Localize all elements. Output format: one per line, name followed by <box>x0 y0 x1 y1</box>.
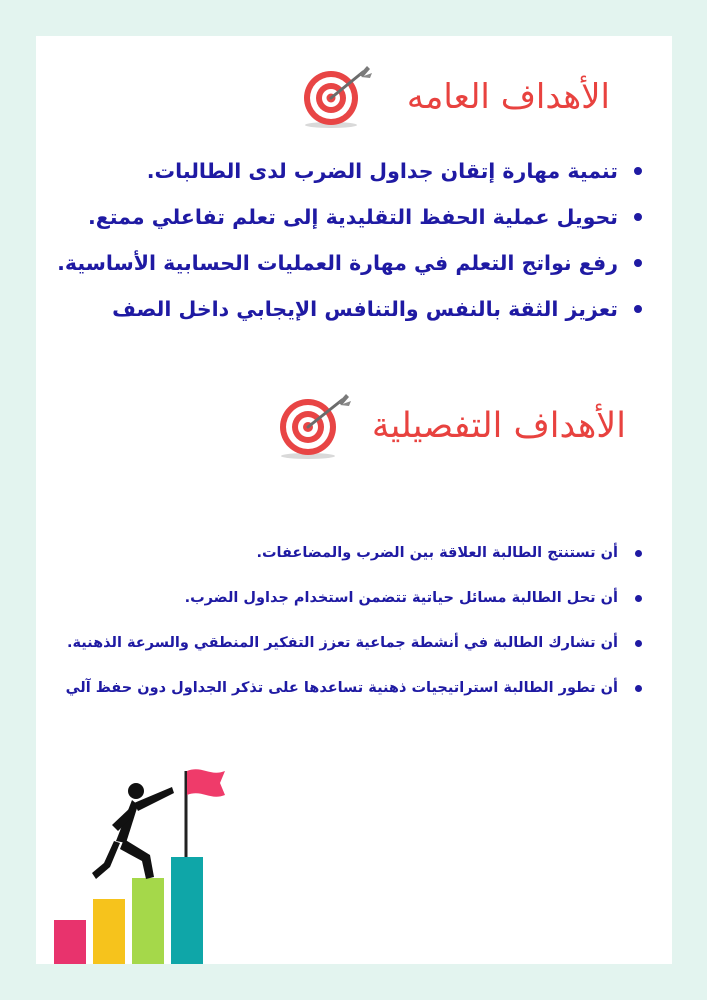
detailed-goals-list <box>46 531 642 711</box>
list-item: أن تطور الطالبة استراتيجيات ذهنية تساعدها على تذكر الجداول دون حفظ آلي <box>46 666 642 711</box>
list-item: رفع نواتج التعلم في مهارة العمليات الحسابية الأساسية. <box>46 240 642 286</box>
list-item: أن تستنتج الطالبة العلاقة بين الضرب والمضاعفات. <box>46 531 642 576</box>
bullet-icon <box>635 550 642 557</box>
list-item: تعزيز الثقة بالنفس والتنافس الإيجابي داخل الصف <box>46 286 642 332</box>
bullet-icon <box>635 640 642 647</box>
bullet-icon <box>635 685 642 692</box>
list-item: أن تشارك الطالبة في أنشطة جماعية تعزز التفكير المنطقي والسرعة الذهنية. <box>46 621 642 666</box>
detailed-goals-title: الأهداف التفصيلية <box>371 406 626 446</box>
bullet-icon <box>635 595 642 602</box>
general-goals-list <box>46 148 642 332</box>
general-goals-title: الأهداف العامه <box>406 77 610 117</box>
detailed-goals-heading <box>274 391 626 461</box>
target-arrow-icon <box>274 391 354 461</box>
target-arrow-icon <box>297 64 375 130</box>
list-item: تحويل عملية الحفظ التقليدية إلى تعلم تفاعلي ممتع. <box>46 194 642 240</box>
bullet-icon <box>634 305 642 313</box>
climbing-success-stairs-icon <box>54 763 234 964</box>
list-item: تنمية مهارة إتقان جداول الضرب لدى الطالبات. <box>46 148 642 194</box>
general-goals-heading <box>297 64 610 130</box>
bullet-icon <box>634 213 642 221</box>
document-page <box>36 36 672 964</box>
list-item: أن تحل الطالبة مسائل حياتية تتضمن استخدام جداول الضرب. <box>46 576 642 621</box>
bullet-icon <box>634 167 642 175</box>
bullet-icon <box>634 259 642 267</box>
